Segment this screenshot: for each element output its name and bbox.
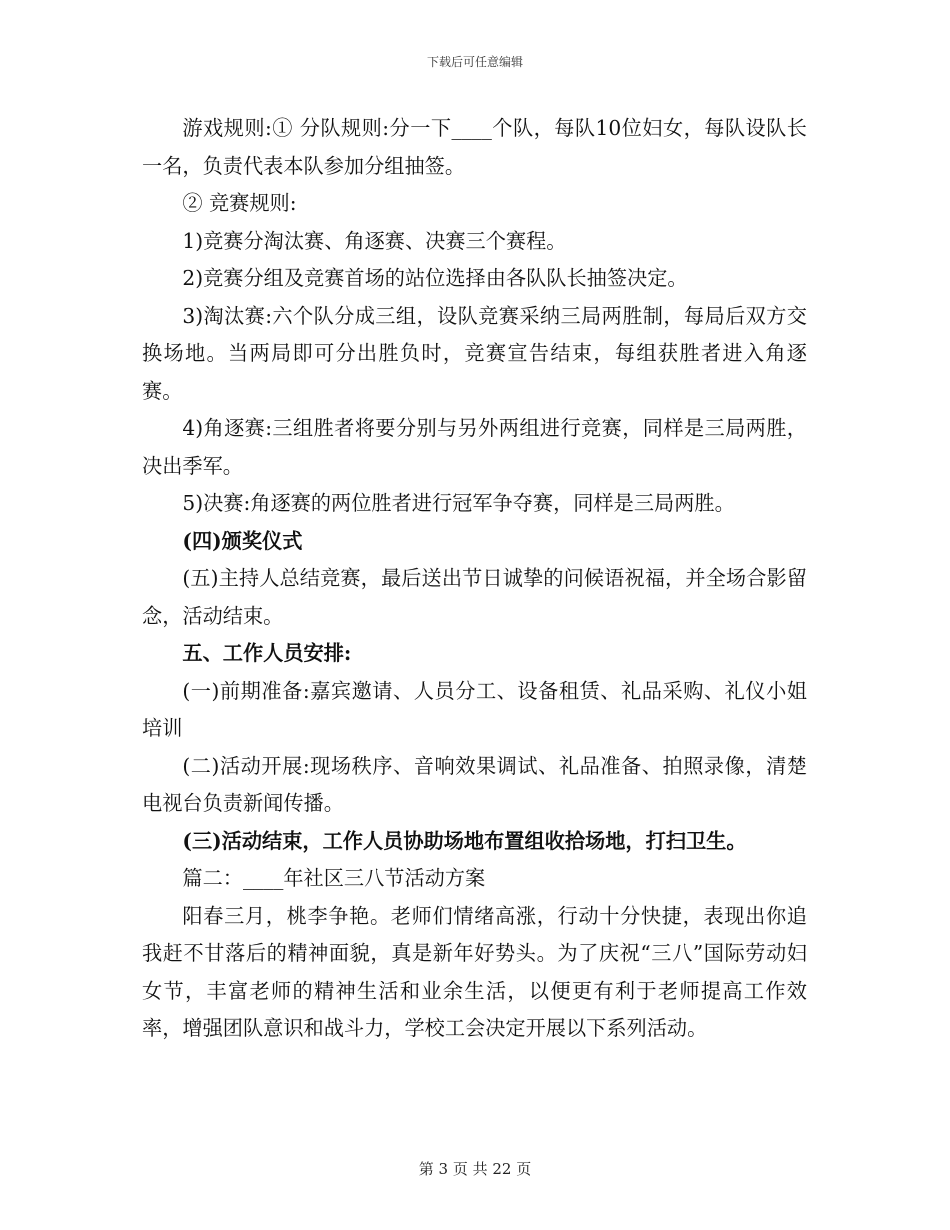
section-heading: (四)颁奖仪式 (182, 528, 303, 553)
paragraph: (一)前期准备:嘉宾邀请、人员分工、设备租赁、礼品采购、礼仪小姐培训 (142, 678, 807, 740)
document-body (142, 110, 807, 1048)
paragraph: 5)决赛:角逐赛的两位胜者进行冠军争夺赛，同样是三局两胜。 (182, 491, 735, 515)
page-header: 下载后可任意编辑 (426, 55, 523, 69)
paragraph: (二)活动开展:现场秩序、音响效果调试、礼品准备、拍照录像，清楚电视台负责新闻传播。 (142, 753, 807, 815)
paragraph: 游戏规则:① 分队规则:分一下____个队，每队10位妇女，每队设队长一名，负责代表本队参加分组抽签。 (142, 116, 807, 178)
paragraph: 阳春三月，桃李争艳。老师们情绪高涨，行动十分快捷，表现出你追我赶不甘落后的精神面貌，真是新年好势头。为了庆祝“三八”国际劳动妇女节，丰富老师的精神生活和业余生活，以便更有利于老师提高工作效率，增强团队意识和战斗力，学校工会决定开展以下系列活动。 (142, 903, 807, 1040)
page-footer: 第 3 页 共 22 页 (418, 1160, 532, 1178)
paragraph: 3)淘汰赛:六个队分成三组，设队竞赛采纳三局两胜制，每局后双方交换场地。当两局即可分出胜负时，竞赛宣告结束，每组获胜者进入角逐赛。 (142, 303, 807, 403)
paragraph: 篇二：____年社区三八节活动方案 (182, 866, 486, 890)
paragraph: ② 竞赛规则: (182, 191, 297, 215)
section-heading: 五、工作人员安排: (182, 641, 352, 665)
paragraph: (五)主持人总结竞赛，最后送出节日诚挚的问候语祝福，并全场合影留念，活动结束。 (142, 566, 807, 628)
section-heading: (三)活动结束，工作人员协助场地布置组收拾场地，打扫卫生。 (182, 828, 747, 853)
paragraph: 1)竞赛分淘汰赛、角逐赛、决赛三个赛程。 (182, 228, 567, 253)
paragraph: 4)角逐赛:三组胜者将要分别与另外两组进行竞赛，同样是三局两胜，决出季军。 (142, 416, 807, 478)
paragraph: 2)竞赛分组及竞赛首场的站位选择由各队队长抽签决定。 (182, 266, 688, 290)
